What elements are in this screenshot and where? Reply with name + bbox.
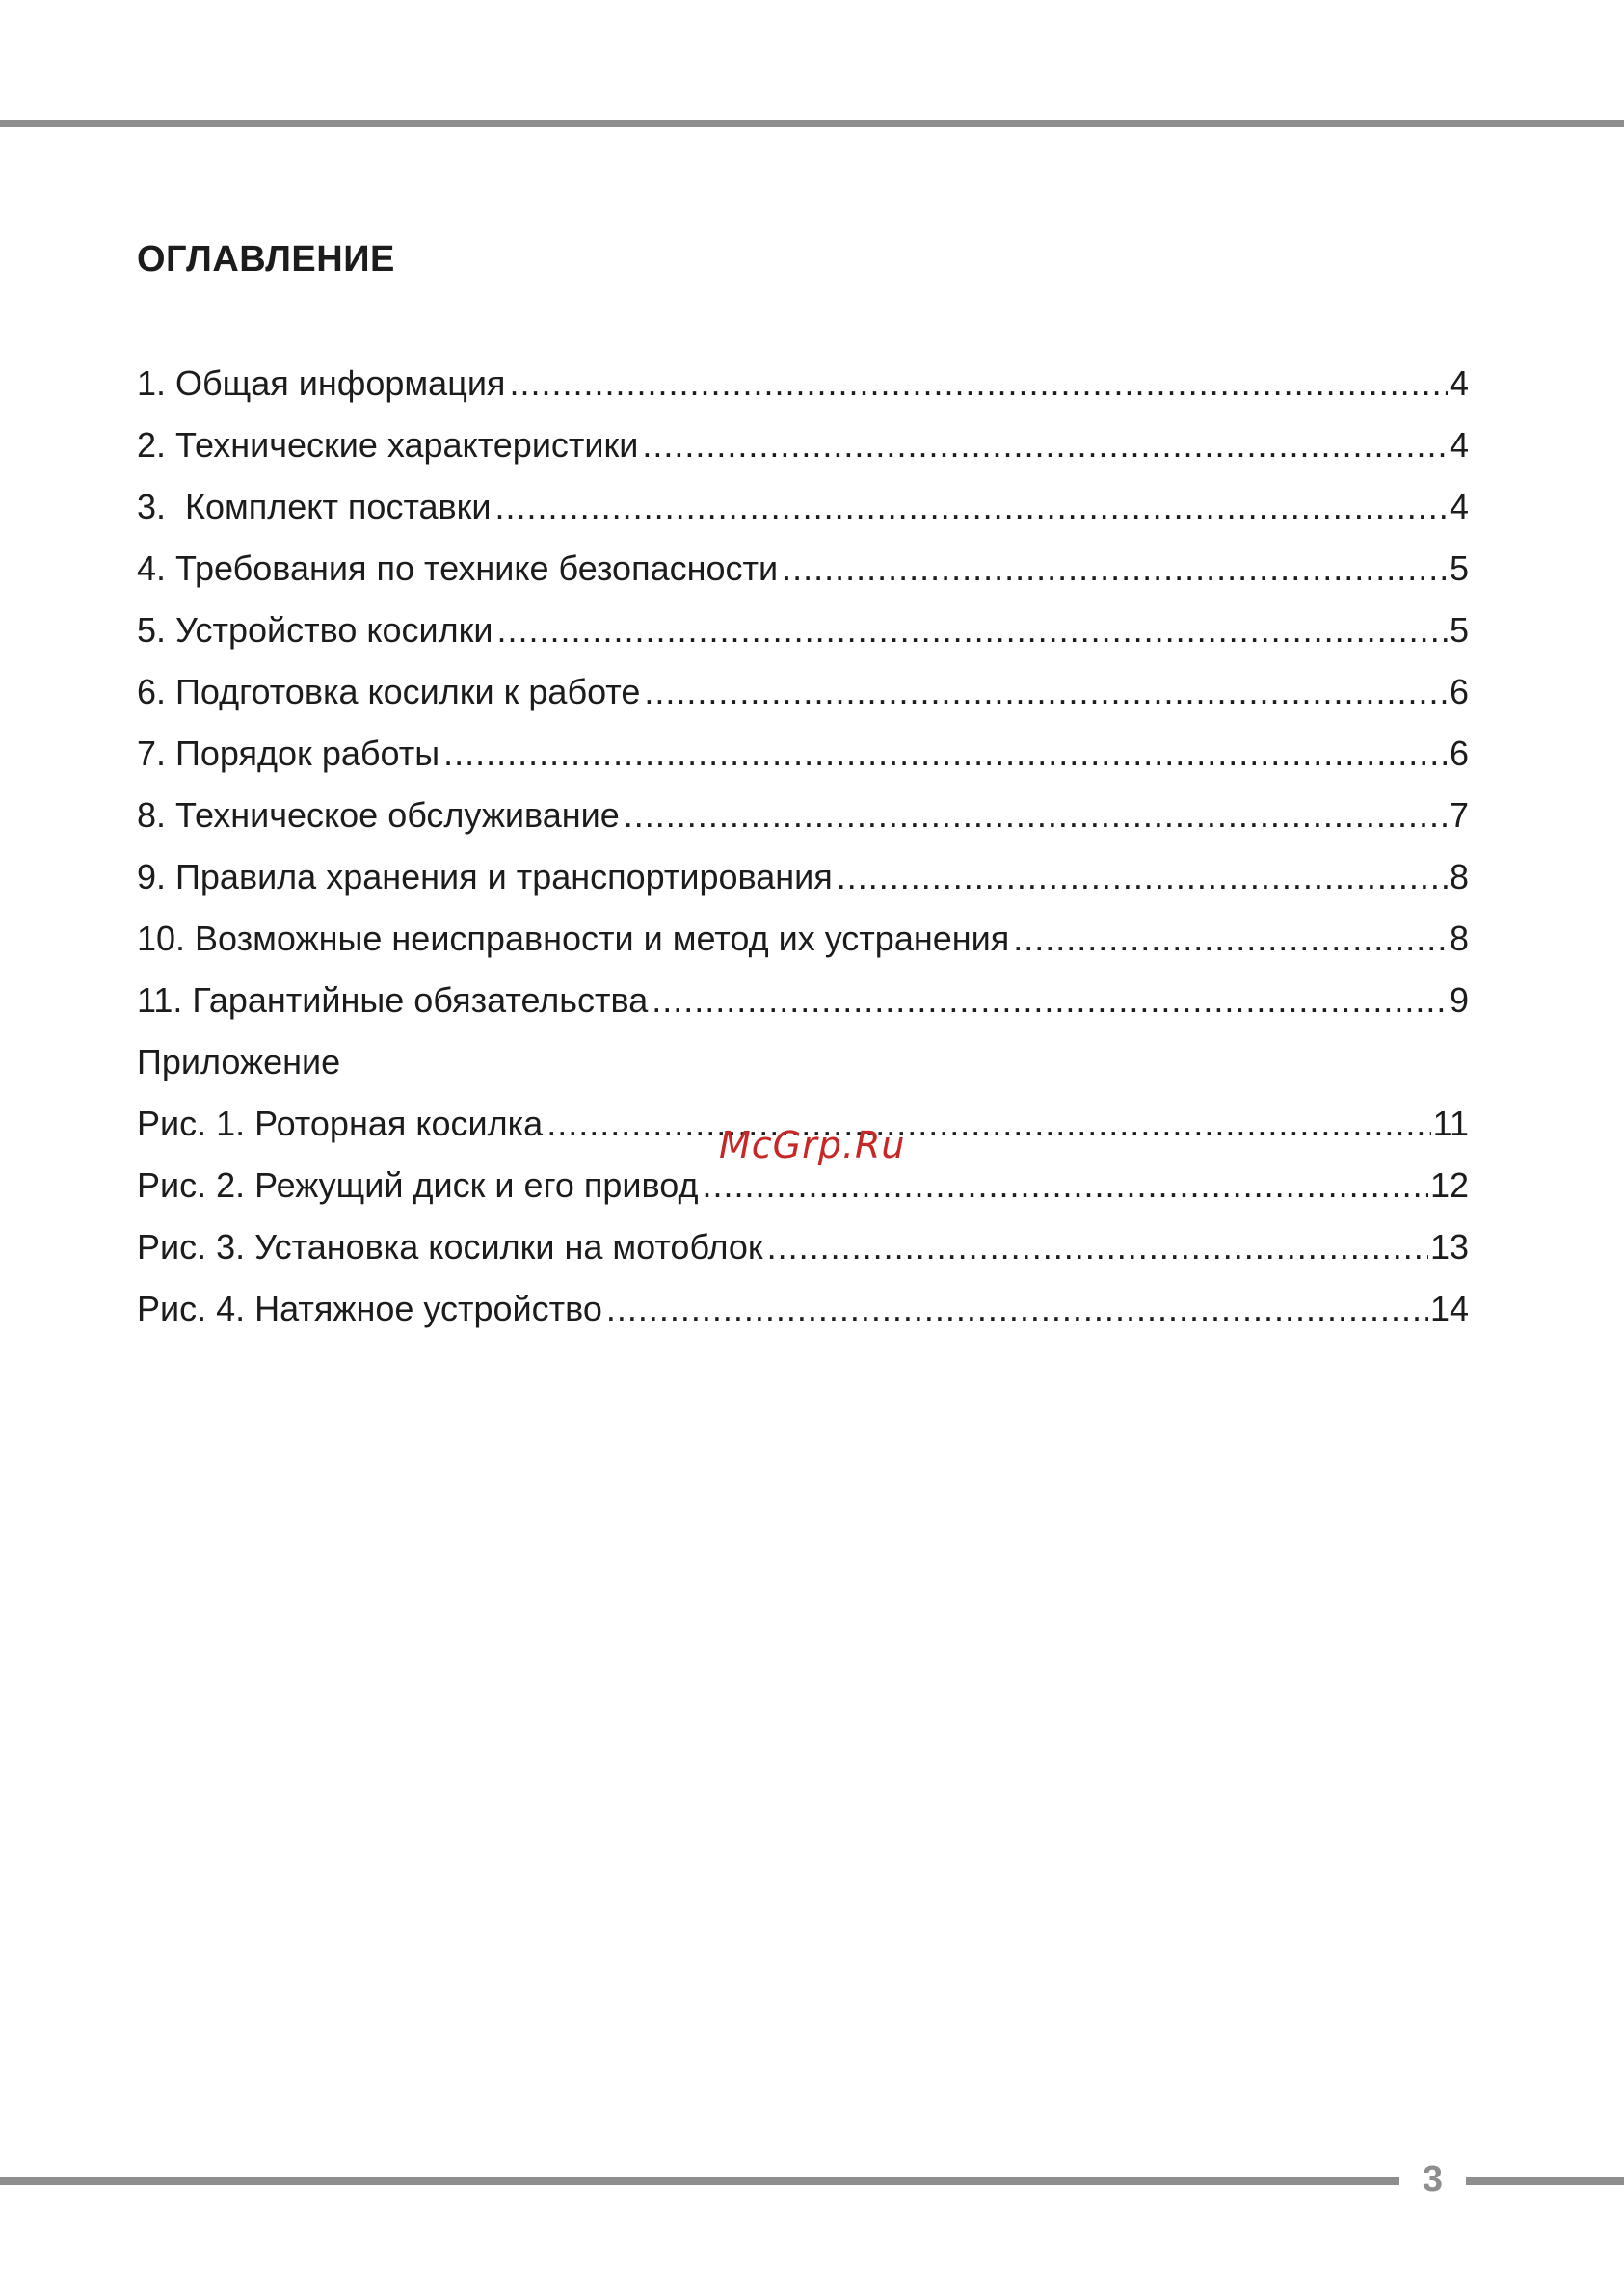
toc-entry-page: 8 — [1449, 919, 1469, 958]
toc-entry-page: 7 — [1449, 795, 1469, 835]
toc-entry-8[interactable] — [137, 791, 1469, 853]
toc-entry-page: 11 — [1432, 1104, 1469, 1143]
page-number: 3 — [1422, 2159, 1444, 2200]
toc-dot-leader — [624, 791, 1448, 840]
toc-entry-label: 1. Общая информация — [137, 363, 506, 403]
footer-rule-left — [0, 2177, 1399, 2185]
footer-rule-right — [1466, 2177, 1624, 2185]
toc-entry-label: 10. Возможные неисправности и метод их устранения — [137, 919, 1010, 958]
toc-entry-label: 6. Подготовка косилки к работе — [137, 672, 641, 711]
toc-entry-6[interactable] — [137, 668, 1469, 730]
toc-entry-label: 7. Порядок работы — [137, 734, 440, 773]
toc-entry-page: 4 — [1449, 487, 1469, 526]
toc-dot-leader — [509, 360, 1448, 408]
toc-dot-leader — [644, 668, 1448, 716]
toc-entry-label: 9. Правила хранения и транспортирования — [137, 857, 833, 896]
toc-entry-label: Рис. 2. Режущий диск и его привод — [137, 1165, 699, 1205]
toc-entry-label: 8. Техническое обслуживание — [137, 795, 620, 835]
toc-entry-7[interactable] — [137, 730, 1469, 791]
toc-entry-page: 5 — [1449, 610, 1469, 650]
toc-entry-9[interactable] — [137, 853, 1469, 915]
toc-entry-page: 4 — [1449, 425, 1469, 465]
toc-entry-page: 5 — [1449, 548, 1469, 588]
toc-entry-1[interactable] — [137, 360, 1469, 421]
toc-dot-leader — [782, 545, 1448, 593]
toc-entry-label: 4. Требования по технике безопасности — [137, 548, 779, 588]
page-title: ОГЛАВЛЕНИЕ — [137, 239, 395, 280]
toc-dot-leader — [652, 976, 1448, 1025]
toc-dot-leader — [495, 483, 1448, 531]
toc-figure-4[interactable] — [137, 1285, 1469, 1347]
toc-entry-page: 13 — [1429, 1227, 1469, 1267]
toc-entry-label: 3. Комплект поставки — [137, 487, 492, 526]
toc-dot-leader — [1013, 915, 1448, 963]
toc-entry-2[interactable] — [137, 421, 1469, 483]
toc-entry-page: 14 — [1429, 1289, 1469, 1328]
toc-entry-page: 12 — [1429, 1165, 1469, 1205]
toc-entry-11[interactable] — [137, 976, 1469, 1038]
toc-entry-page: 9 — [1449, 980, 1469, 1020]
toc-entry-4[interactable] — [137, 545, 1469, 606]
toc-dot-leader — [837, 853, 1448, 901]
toc-entry-label: Рис. 1. Роторная косилка — [137, 1104, 544, 1143]
toc-entry-5[interactable] — [137, 606, 1469, 668]
watermark: McGrp.Ru — [719, 1124, 906, 1166]
toc-entry-label: Рис. 3. Установка косилки на мотоблок — [137, 1227, 763, 1267]
toc-entry-label: 2. Технические характеристики — [137, 425, 639, 465]
toc-entry-page: 6 — [1449, 672, 1469, 711]
toc-entry-label: 11. Гарантийные обязательства — [137, 980, 649, 1020]
toc-figure-2[interactable] — [137, 1161, 1469, 1223]
toc-dot-leader — [606, 1285, 1428, 1333]
toc-entry-3[interactable] — [137, 483, 1469, 545]
toc-figure-3[interactable] — [137, 1223, 1469, 1285]
toc-dot-leader — [497, 606, 1448, 654]
toc-entry-page: 6 — [1449, 734, 1469, 773]
toc-entry-10[interactable] — [137, 915, 1469, 976]
toc-entry-page: 4 — [1449, 363, 1469, 403]
toc-section-label: Приложение — [137, 1042, 341, 1081]
toc-entry-label: 5. Устройство косилки — [137, 610, 493, 650]
toc-section-appendix[interactable] — [137, 1038, 1469, 1100]
toc-dot-leader — [767, 1223, 1428, 1271]
table-of-contents — [137, 360, 1469, 1347]
toc-dot-leader — [546, 1100, 1430, 1148]
toc-entry-label: Рис. 4. Натяжное устройство — [137, 1289, 602, 1328]
toc-entry-page: 8 — [1449, 857, 1469, 896]
toc-dot-leader — [443, 730, 1448, 778]
toc-dot-leader — [702, 1161, 1427, 1210]
toc-dot-leader — [642, 421, 1448, 469]
header-rule — [0, 120, 1624, 127]
